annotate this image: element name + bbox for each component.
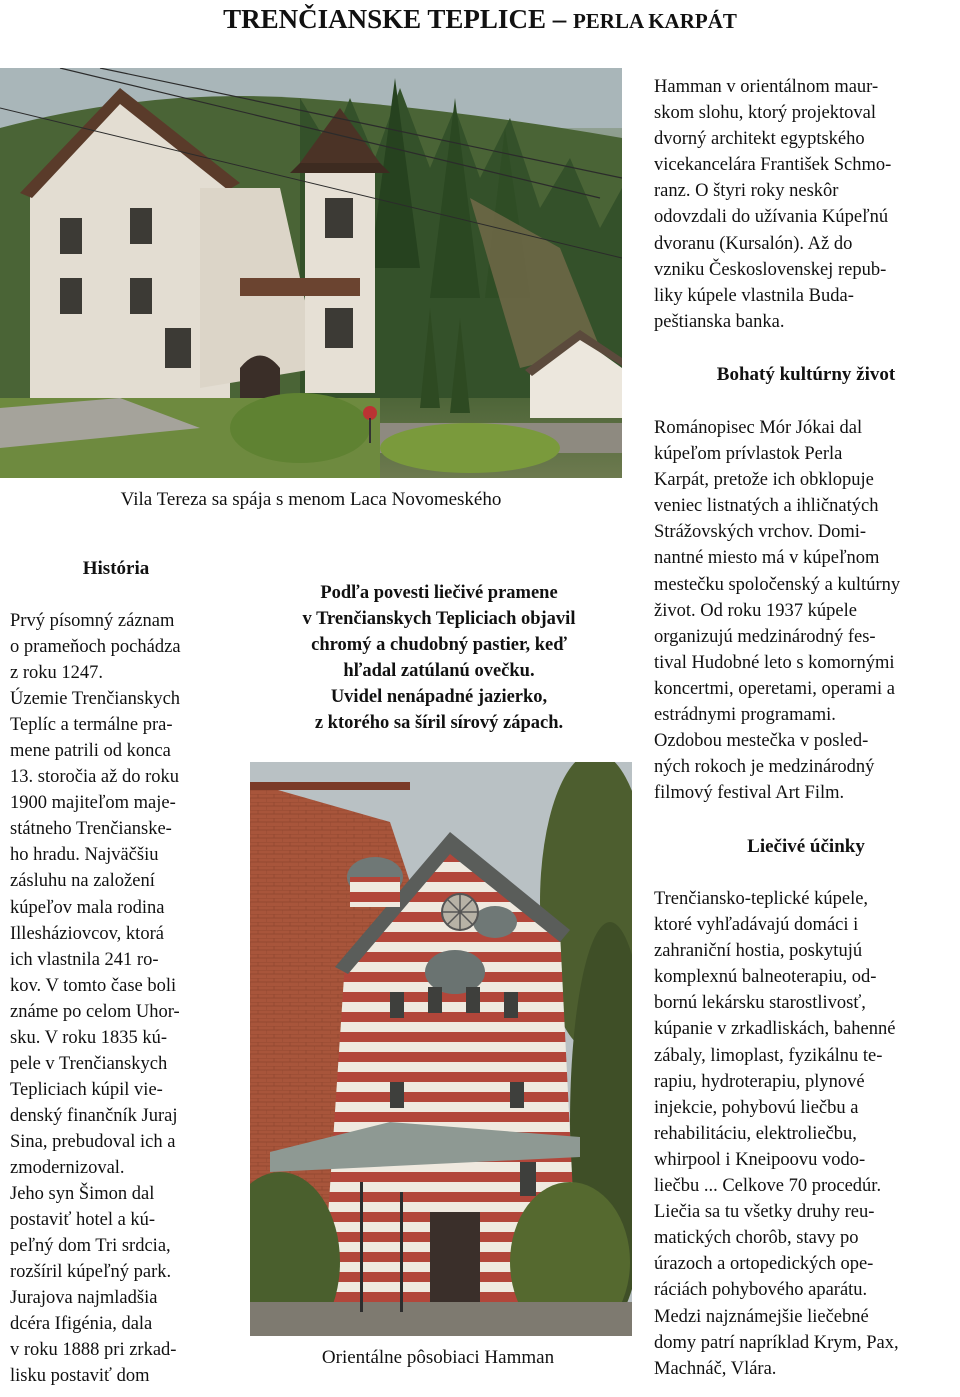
text-line: státneho Trenčianske- [10,819,172,840]
text-line: Územie Trenčianskych [10,689,181,710]
text-line: kov. V tomto čase boli [10,975,177,996]
text-line: vicekancelára František Schmo- [654,155,892,176]
text-line: zahraniční hostia, poskytujú [654,941,863,962]
text-line: domy patrí napríklad Krym, Pax, [654,1332,899,1353]
text-line: Románopisec Mór Jókai dal [654,418,863,438]
text-line: úrazoch a ortopedických ope- [654,1254,874,1275]
text-line: známe po celom Uhor- [10,1001,180,1022]
text-line: Trenčiansko-teplické kúpele, [654,889,869,909]
text-line: sku. V roku 1835 kú- [10,1027,168,1048]
text-line: koncertmi, operetami, operami a [654,678,895,699]
text-line: injekcie, pohybovú liečbu a [654,1097,859,1118]
text-line: Jeho syn Šimon dal [10,1184,155,1205]
text-line: mestečku spoločenský a kultúrny [654,574,901,595]
text-line: mene patrili od konca [10,741,171,762]
quote-line: Uvidel nenápadné jazierko, [330,687,548,707]
text-line: Sina, prebudoval ich a [10,1131,176,1152]
text-line: rapiu, hydroterapiu, plynové [654,1071,865,1092]
text-line: ho hradu. Najväčšiu [10,845,159,866]
text-line: o prameňoch pochádza [10,637,181,658]
text-line: Jurajova najmladšia [10,1288,158,1309]
page-title-main: TRENČIANSKE TEPLICE – [223,4,573,34]
text-line: nantné miesto má v kúpeľnom [654,548,880,569]
text-line: pele v Trenčianskych [10,1053,168,1074]
legend-quote [258,580,620,736]
text-line: Machnáč, Vlára. [654,1358,777,1379]
text-line: estrádnymi programami. [654,705,836,726]
text-line: kúpeľom prívlastok Perla [654,444,843,465]
text-line: Illesháziovcov, ktorá [10,923,164,944]
text-line: filmový festival Art Film. [654,783,845,804]
text-line: Karpát, pretože ich obklopuje [654,470,874,491]
text-line: ktoré vyhľadávajú domáci i [654,915,859,936]
text-line: veniec listnatých a ihličnatých [654,496,879,517]
text-line: tival Hudobné leto s komornými [654,652,895,673]
text-line: liky kúpele vlastnila Buda- [654,285,854,306]
right-intro-text [654,74,958,335]
text-line: 1900 majiteľom maje- [10,793,176,814]
text-line: dvoranu (Kursalón). Až do [654,233,853,254]
text-line: rozšíril kúpeľný park. [10,1262,172,1283]
text-line: zmodernizoval. [10,1157,125,1178]
text-line: dcéra Ifigénia, dala [10,1314,153,1335]
photo-vila-tereza-caption: Vila Tereza sa spája s menom Laca Novomeského [120,489,502,510]
text-line: ráciách pohybového aparátu. [654,1280,868,1301]
text-line: zábaly, limoplast, fyzikálnu te- [654,1045,883,1066]
text-line: život. Od roku 1937 kúpele [654,600,857,621]
text-line: komplexnú balneoterapiu, od- [654,967,877,988]
quote-line: chromý a chudobný pastier, keď [311,635,567,655]
text-line: bornú lekársku starostlivosť, [654,993,866,1014]
history-text [10,608,224,1389]
quote-line: z ktorého sa šíril sírový zápach. [314,713,564,733]
text-line: rehabilitáciu, elektroliečbu, [654,1123,857,1144]
quote-line: Podľa povesti liečivé pramene [320,583,558,603]
text-line: v roku 1888 pri zrkad- [10,1340,177,1361]
text-line: organizujú medzinárodný fes- [654,626,876,647]
healing-text [654,886,958,1382]
healing-heading: Liečivé účinky [747,836,865,857]
culture-text [654,415,958,806]
page-title [0,4,960,35]
text-line: liečbu ... Celkove 70 procedúr. [654,1176,882,1197]
text-line: Prvý písomný záznam [10,611,175,631]
text-line: vzniku Československej repub- [654,259,887,280]
page-title-sub: PERLA KARPÁT [572,9,737,33]
text-line: denský finančník Juraj [10,1105,178,1126]
text-line: ich vlastnila 241 ro- [10,949,159,970]
text-line: whirpool i Kneipoovu vodo- [654,1149,866,1170]
text-line: odovzdali do užívania Kúpeľnú [654,207,889,228]
text-line: peštianska banka. [654,311,785,332]
text-line: z roku 1247. [10,663,103,684]
text-line: postaviť hotel a kú- [10,1210,156,1231]
text-line: matických chorôb, stavy po [654,1228,859,1249]
text-line: Ozdobou mestečka v posled- [654,731,869,752]
text-line: zásluhu na založení [10,871,155,892]
text-line: ranz. O štyri roky neskôr [654,181,839,202]
text-line: 13. storočia až do roku [10,767,180,788]
text-line: Medzi najznámejšie liečebné [654,1306,869,1327]
text-line: Teplíc a termálne pra- [10,715,173,736]
text-line: ných rokoch je medzinárodný [654,757,875,778]
text-line: skom slohu, ktorý projektoval [654,103,876,124]
text-line: lisku postaviť dom [10,1366,150,1387]
text-line: Tepliciach kúpil vie- [10,1079,163,1100]
quote-line: hľadal zatúlanú ovečku. [343,661,535,681]
text-line: kúpeľov mala rodina [10,897,165,918]
photo-hamman-caption: Orientálne pôsobiaci Hamman [321,1347,555,1368]
text-line: Hamman v orientálnom maur- [654,77,879,97]
quote-line: v Trenčianskych Tepliciach objavil [302,609,576,629]
text-line: kúpanie v zrkadliskách, bahenné [654,1019,896,1040]
text-line: peľný dom Tri srdcia, [10,1236,171,1257]
culture-heading: Bohatý kultúrny život [716,364,896,385]
text-line: Liečia sa tu všetky druhy reu- [654,1202,875,1223]
photo-hamman [250,762,632,1336]
text-line: dvorný architekt egyptského [654,129,865,150]
text-line: Strážovských vrchov. Domi- [654,522,867,543]
photo-vila-tereza [0,68,622,478]
history-heading: História [82,558,150,579]
